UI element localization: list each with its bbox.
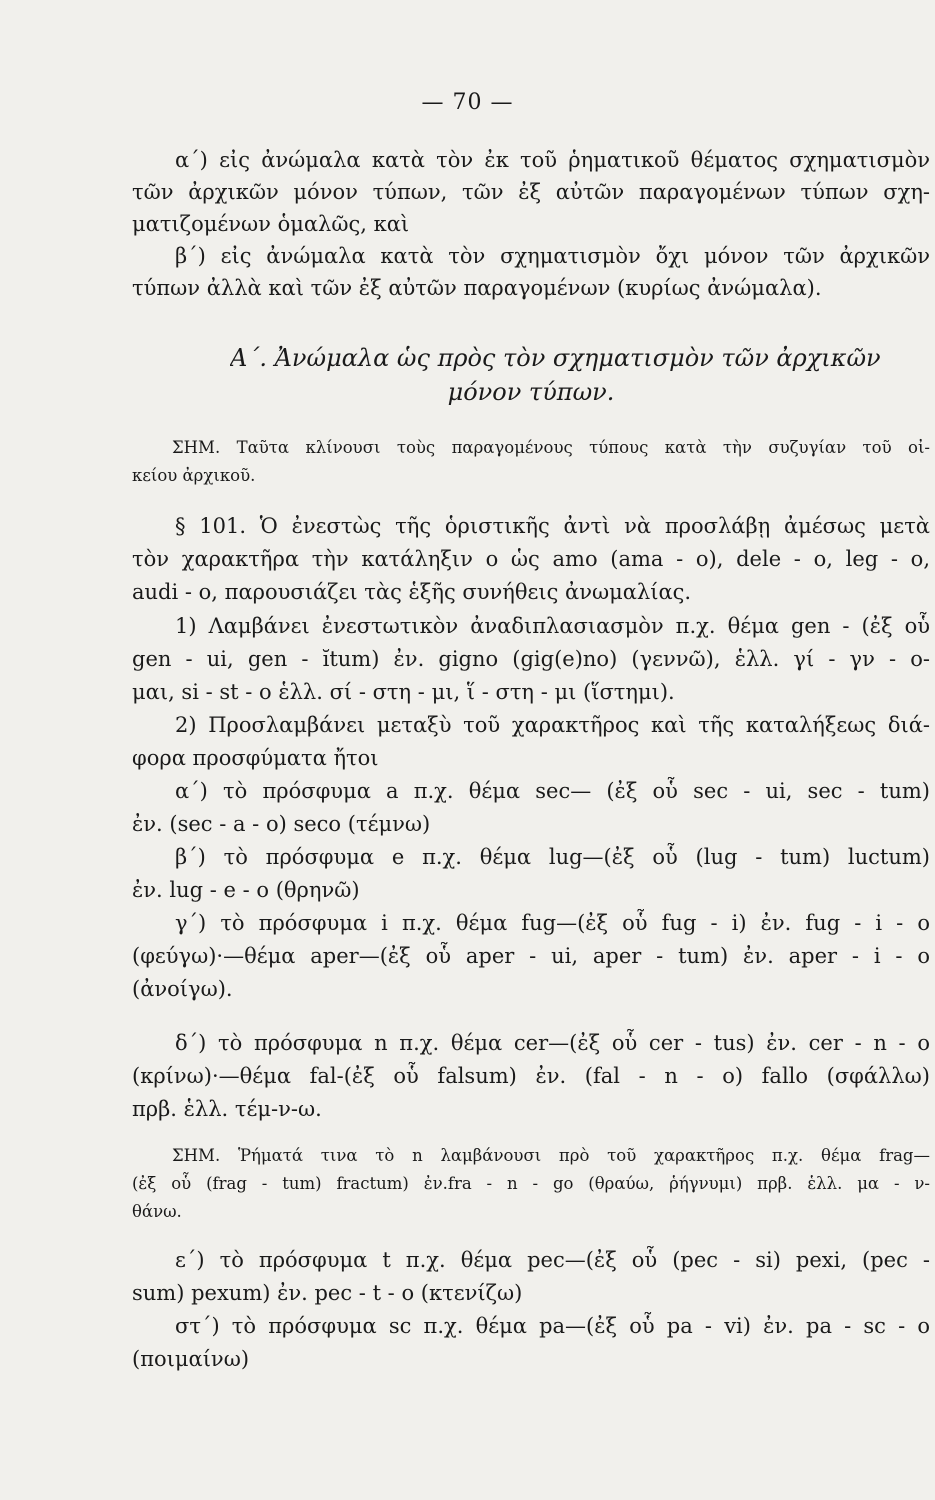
note-line: ΣΗΜ. Ῥήματά τινα τὸ n λαμβάνουσι πρὸ τοῦ χαρακτῆρος π.χ. θέμα frag— [172,1146,930,1165]
text-line: ματιζομένων ὁμαλῶς, καὶ [132,212,410,236]
paragraph-line: φορα προσφύματα ἤτοι [132,746,379,770]
paragraph-line: τὸν χαρακτῆρα τὴν κατάληξιν ο ὡς amo (ama - o), dele - o, leg - o, [132,547,930,571]
text-line: α΄) εἰς ἀνώμαλα κατὰ τὸν ἐκ τοῦ ῥηματικοῦ θέματος σχηματισμὸν [175,148,930,172]
section-heading-cont: μόνον τύπων. [447,378,615,406]
note-line: κείου ἀρχικοῦ. [132,466,256,485]
paragraph-line: audi - o, παρουσιάζει τὰς ἑξῆς συνήθεις ἀνωμαλίας. [132,580,692,604]
paragraph-line: 1) Λαμβάνει ἐνεστωτικὸν ἀναδιπλασιασμὸν π.χ. θέμα gen - (ἐξ οὗ [175,614,930,638]
paragraph-line: gen - ui, gen - ĭtum) ἐν. gigno (gig(e)no) (γεννῶ), ἑλλ. γί - γν - ο- [132,647,930,671]
text-line: τύπων ἀλλὰ καὶ τῶν ἐξ αὐτῶν παραγομένων (κυρίως ἀνώμαλα). [132,276,822,300]
section-heading: Α΄. Ἀνώμαλα ὡς πρὸς τὸν σχηματισμὸν τῶν ἀρχικῶν [230,344,881,372]
paragraph-line: μαι, si - st - o ἑλλ. σί - στη - μι, ἵ - στη - μι (ἵστημι). [132,680,675,704]
paragraph-line: (ποιμαίνω) [132,1347,250,1371]
paragraph-line: δ΄) τὸ πρόσφυμα n π.χ. θέμα cer—(ἐξ οὗ cer - tus) ἐν. cer - n - o [175,1031,930,1055]
page-number: — 70 — [421,90,514,115]
paragraph-line: (ἀνοίγω). [132,977,233,1001]
paragraph-line: (κρίνω)·—θέμα fal-(ἐξ οὗ falsum) ἐν. (fal - n - o) fallo (σφάλλω) [132,1064,930,1088]
paragraph-line: § 101. Ὁ ἐνεστὼς τῆς ὁριστικῆς ἀντὶ νὰ προσλάβῃ ἀμέσως μετὰ [175,514,930,538]
note-line: θάνω. [132,1202,182,1221]
paragraph-line: ἐν. (sec - a - o) seco (τέμνω) [132,812,431,836]
paragraph-line: 2) Προσλαμβάνει μεταξὺ τοῦ χαρακτῆρος καὶ τῆς καταλήξεως διά- [175,713,930,737]
text-line: β΄) εἰς ἀνώμαλα κατὰ τὸν σχηματισμὸν ὄχι μόνον τῶν ἀρχικῶν [175,244,930,268]
paragraph-line: sum) pexum) ἐν. pec - t - o (κτενίζω) [132,1281,523,1305]
note-line: ΣΗΜ. Ταῦτα κλίνουσι τοὺς παραγομένους τύπους κατὰ τὴν συζυγίαν τοῦ οἰ- [172,438,930,457]
paragraph-line: (φεύγω)·—θέμα aper—(ἐξ οὗ aper - ui, aper - tum) ἐν. aper - i - o [132,944,930,968]
paragraph-line: ε΄) τὸ πρόσφυμα t π.χ. θέμα pec—(ἐξ οὗ (pec - si) pexi, (pec - [175,1248,930,1272]
text-line: τῶν ἀρχικῶν μόνον τύπων, τῶν ἐξ αὐτῶν παραγομένων τύπων σχη- [132,180,930,204]
paragraph-line: ἐν. lug - e - o (θρηνῶ) [132,878,360,902]
paragraph-line: πρβ. ἑλλ. τέμ-ν-ω. [132,1097,322,1121]
paragraph-line: β΄) τὸ πρόσφυμα e π.χ. θέμα lug—(ἐξ οὗ (lug - tum) luctum) [175,845,930,869]
paragraph-line: γ΄) τὸ πρόσφυμα i π.χ. θέμα fug—(ἐξ οὗ fug - i) ἐν. fug - i - o [175,911,930,935]
note-line: (ἐξ οὗ (frag - tum) fractum) ἐν.fra - n - go (θραύω, ῥήγνυμι) πρβ. ἑλλ. μα - ν- [132,1174,930,1193]
paragraph-line: α΄) τὸ πρόσφυμα a π.χ. θέμα sec— (ἐξ οὗ sec - ui, sec - tum) [175,779,930,803]
paragraph-line: στ΄) τὸ πρόσφυμα sc π.χ. θέμα pa—(ἐξ οὗ pa - vi) ἐν. pa - sc - o [175,1314,930,1338]
